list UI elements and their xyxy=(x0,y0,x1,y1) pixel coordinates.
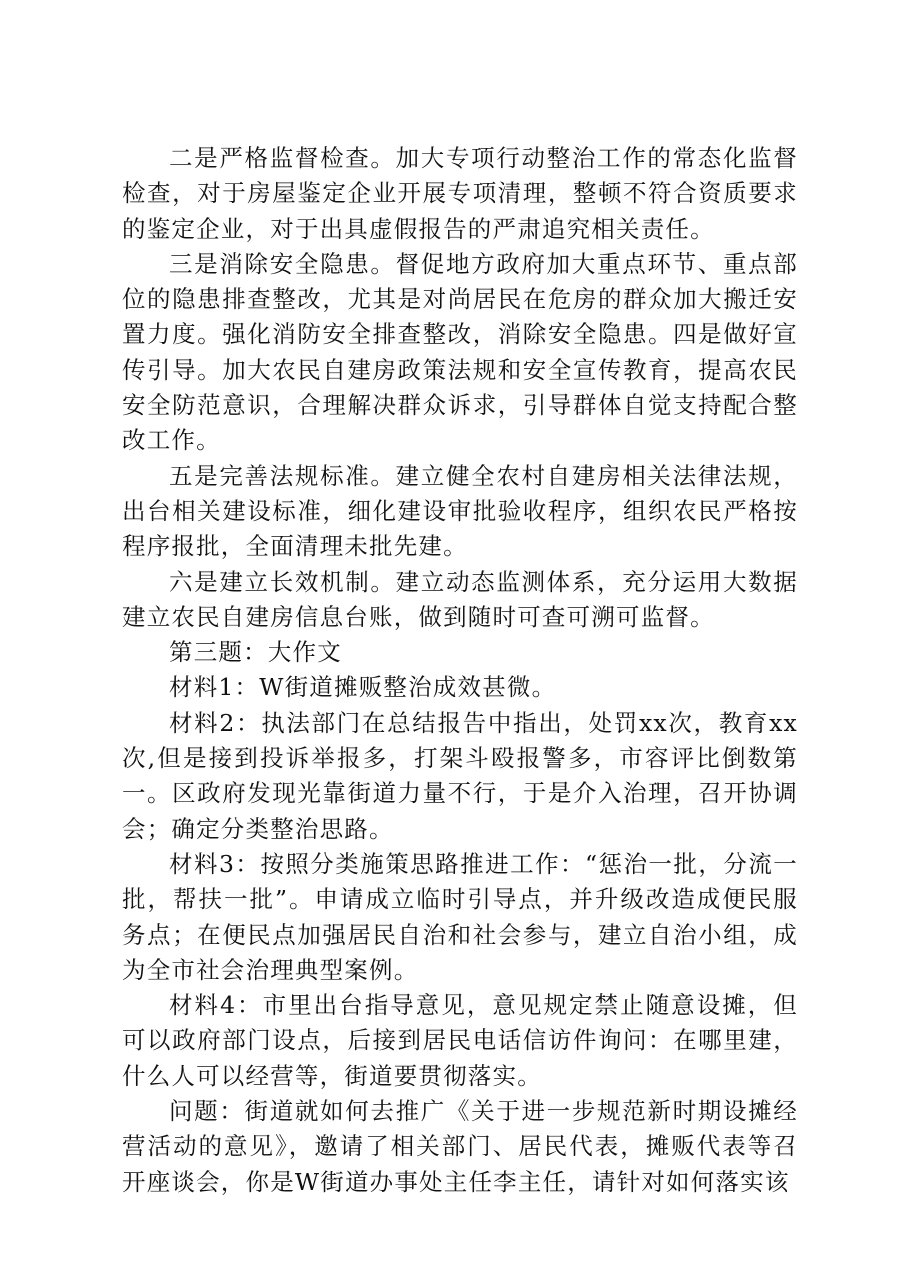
paragraph-long-term-mechanism: 六是建立长效机制。建立动态监测体系，充分运用大数据建立农民自建房信息台账，做到随时可查可溯可监督。 xyxy=(122,567,798,631)
paragraph-material-3: 材料3：按照分类施策思路推进工作：“惩治一批，分流一批，帮扶一批”。申请成立临时引导点，并升级改造成便民服务点；在便民点加强居民自治和社会参与，建立自治小组，成为全市社会治理典型案例。 xyxy=(122,849,798,984)
paragraph-material-4: 材料4：市里出台指导意见，意见规定禁止随意设摊，但可以政府部门设点，后接到居民电话信访件询问：在哪里建，什么人可以经营等，街道要贯彻落实。 xyxy=(122,991,798,1090)
section-heading-question-three: 第三题：大作文 xyxy=(169,638,342,667)
paragraph-question: 问题：街道就如何去推广《关于进一步规范新时期设摊经营活动的意见》，邀请了相关部门、居民代表，摊贩代表等召开座谈会，你是W街道办事处主任李主任，请针对如何落实该 xyxy=(122,1097,798,1196)
document-body xyxy=(122,141,798,1200)
paragraph-material-2: 材料2：执法部门在总结报告中指出，处罚xx次，教育xx次,但是接到投诉举报多，打架斗殴报警多，市容评比倒数第一。区政府发现光靠街道力量不行，于是介入治理，召开协调会；确定分类整治思路。 xyxy=(122,708,798,843)
paragraph-supervision: 二是严格监督检查。加大专项行动整治工作的常态化监督检查，对于房屋鉴定企业开展专项清理，整顿不符合资质要求的鉴定企业，对于出具虚假报告的严肃追究相关责任。 xyxy=(122,144,798,243)
paragraph-material-1: 材料1：W街道摊贩整治成效甚微。 xyxy=(169,673,557,702)
paragraph-regulations: 五是完善法规标准。建立健全农村自建房相关法律法规，出台相关建设标准，细化建设审批验收程序，组织农民严格按程序报批，全面清理未批先建。 xyxy=(122,461,798,561)
paragraph-safety-hazards: 三是消除安全隐患。督促地方政府加大重点环节、重点部位的隐患排查整改，尤其是对尚居民在危房的群众加大搬迁安置力度。强化消防安全排查整改，消除安全隐患。四是做好宣传引导。加大农民自建房政策法规和安全宣传教育，提高农民安全防范意识，合理解决群众诉求，引导群体自觉支持配合整改工作。 xyxy=(122,249,798,455)
